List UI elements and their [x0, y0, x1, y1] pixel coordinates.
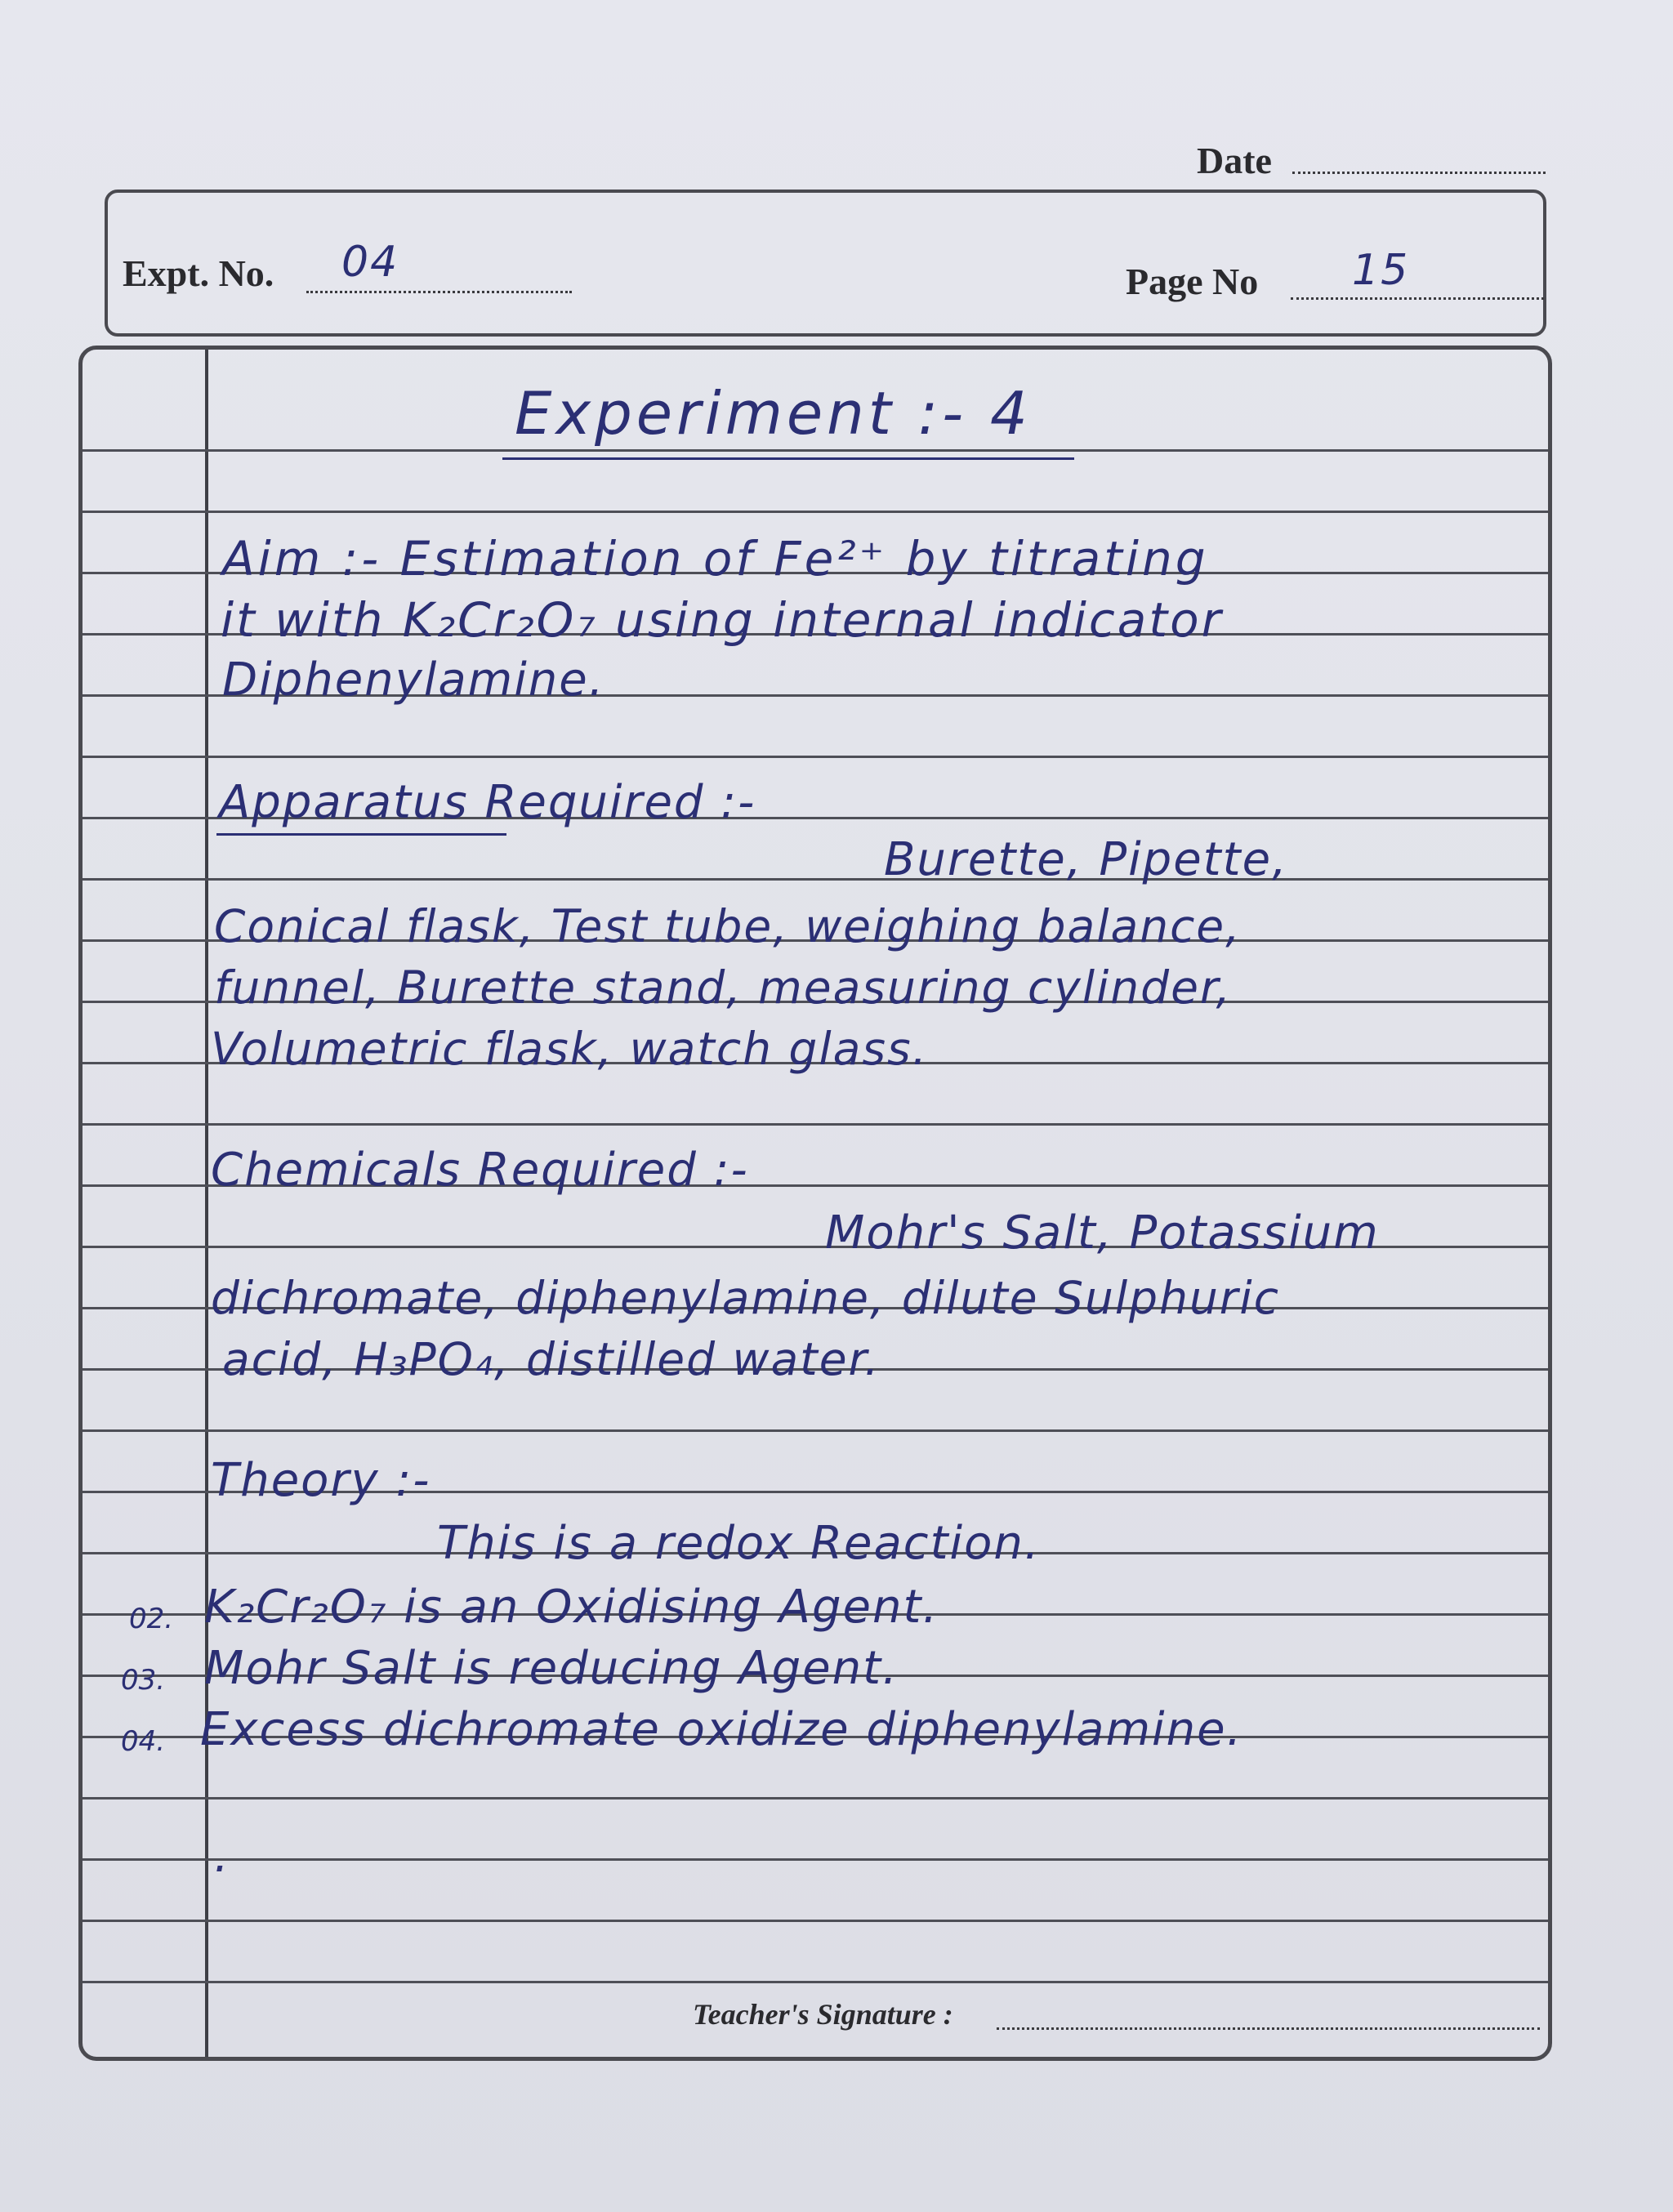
page-no-label: Page No [1126, 261, 1259, 302]
page-no-value: 15 [1352, 246, 1410, 295]
theory-point: Excess dichromate oxidize diphenylamine. [200, 1703, 1243, 1756]
ruled-line [83, 1429, 1548, 1432]
theory-intro: This is a redox Reaction. [437, 1517, 1041, 1570]
teachers-signature-label: Teacher's Signature : [693, 1998, 953, 2031]
aim-line-2: it with K₂Cr₂O₇ using internal indicator [221, 592, 1224, 648]
date-dotted-line [1292, 172, 1546, 174]
experiment-title: Experiment :- 4 [515, 379, 1032, 448]
apparatus-line-1: Burette, Pipette, [884, 833, 1288, 886]
expt-no-label: Expt. No. [123, 252, 274, 294]
ruled-line [83, 449, 1548, 452]
aim-line-3: Diphenylamine. [222, 653, 605, 707]
theory-point: K₂Cr₂O₇ is an Oxidising Agent. [204, 1581, 939, 1634]
point-number: 03. [121, 1664, 166, 1697]
apparatus-heading: Apparatus Required :- [219, 776, 756, 829]
apparatus-line-3: funnel, Burette stand, measuring cylinder, [214, 961, 1232, 1014]
ruled-line [83, 1981, 1548, 1983]
point-number: 04. [121, 1725, 166, 1758]
stray-mark: . [214, 1830, 230, 1883]
ruled-line [83, 1920, 1548, 1922]
page-no-dotted-line [1291, 297, 1544, 300]
chemicals-heading: Chemicals Required :- [211, 1144, 749, 1197]
ruled-line [83, 1797, 1548, 1799]
aim-line-1: Aim :- Estimation of Fe²⁺ by titrating [222, 531, 1209, 586]
signature-dotted-line [997, 2027, 1540, 2030]
chemicals-line-1: Mohr's Salt, Potassium [825, 1206, 1380, 1260]
ruled-line [83, 878, 1548, 881]
point-number: 02. [129, 1603, 174, 1635]
ruled-line [83, 1123, 1548, 1126]
expt-no-value: 04 [341, 238, 399, 287]
apparatus-heading-underline [216, 833, 506, 836]
margin-line [205, 350, 208, 2057]
title-underline [502, 457, 1074, 460]
header-box [105, 190, 1546, 337]
theory-point: Mohr Salt is reducing Agent. [204, 1642, 899, 1695]
date-label: Date [1197, 140, 1272, 181]
ruled-line [83, 1858, 1548, 1861]
ruled-line [83, 511, 1548, 513]
ruled-line [83, 756, 1548, 758]
theory-heading: Theory :- [211, 1454, 431, 1507]
apparatus-line-4: Volumetric flask, watch glass. [211, 1023, 929, 1075]
apparatus-line-2: Conical flask, Test tube, weighing balance, [214, 900, 1242, 952]
expt-no-dotted-line [306, 291, 572, 293]
chemicals-line-3: acid, H₃PO₄, distilled water. [222, 1333, 881, 1385]
chemicals-line-2: dichromate, diphenylamine, dilute Sulphuric [211, 1272, 1280, 1324]
